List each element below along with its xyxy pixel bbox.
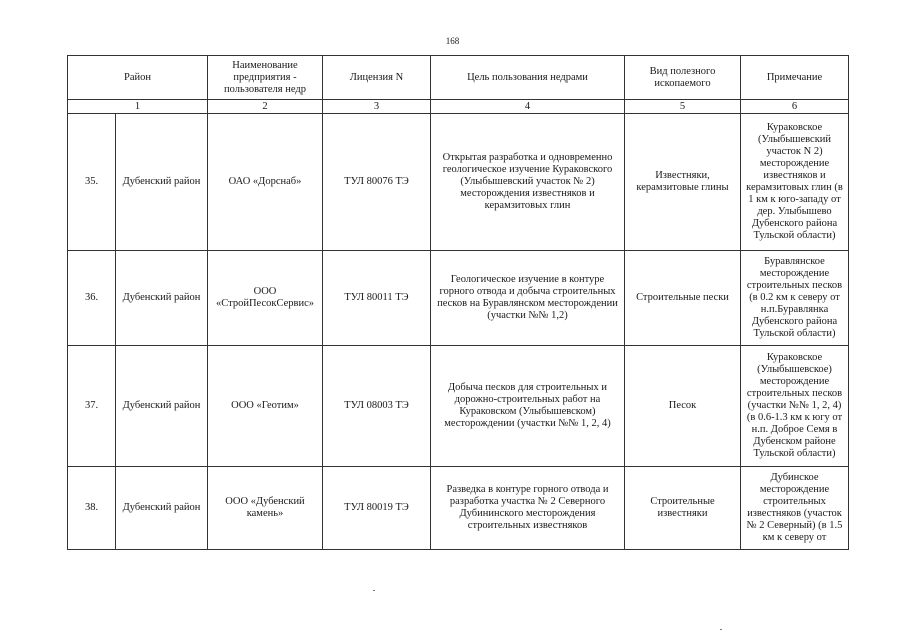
column-number: 6 — [741, 100, 849, 114]
header-note: Примечание — [741, 56, 849, 100]
purpose-cell: Геологическое изучение в контуре горного отвода и добыча строительных песков на Буравлянском месторождении (участки №№ 1,2) — [431, 251, 625, 346]
row-number: 37. — [68, 346, 116, 467]
license-cell: ТУЛ 80076 ТЭ — [323, 114, 431, 251]
table-row — [68, 467, 849, 550]
company-cell: ООО «Геотим» — [208, 346, 323, 467]
scan-speck — [720, 629, 722, 630]
header-purpose: Цель пользования недрами — [431, 56, 625, 100]
license-cell: ТУЛ 80011 ТЭ — [323, 251, 431, 346]
table-row — [68, 251, 849, 346]
mineral-cell: Известняки, керамзитовые глины — [625, 114, 741, 251]
company-cell: ОАО «Дорснаб» — [208, 114, 323, 251]
note-cell: Дубинское месторождение строительных известняков (участок № 2 Северный) (в 1.5 км к северу от — [741, 467, 849, 550]
row-number: 38. — [68, 467, 116, 550]
column-number: 4 — [431, 100, 625, 114]
mineral-cell: Песок — [625, 346, 741, 467]
subsoil-license-table — [67, 55, 849, 550]
table-row — [68, 114, 849, 251]
header-license: Лицензия N — [323, 56, 431, 100]
note-cell: Буравлянское месторождение строительных песков (в 0.2 км к северу от н.п.Буравлянка Дубенского района Тульской области) — [741, 251, 849, 346]
purpose-cell: Добыча песков для строительных и дорожно-строительных работ на Кураковском (Улыбышевском) месторождении (участки №№ 1, 2, 4) — [431, 346, 625, 467]
header-row — [68, 56, 849, 100]
district-cell: Дубенский район — [116, 114, 208, 251]
header-district: Район — [68, 56, 208, 100]
table-row — [68, 346, 849, 467]
company-cell: ООО «СтройПесокСервис» — [208, 251, 323, 346]
district-cell: Дубенский район — [116, 251, 208, 346]
district-cell: Дубенский район — [116, 346, 208, 467]
header-mineral: Вид полезного ископаемого — [625, 56, 741, 100]
mineral-cell: Строительные известняки — [625, 467, 741, 550]
license-cell: ТУЛ 80019 ТЭ — [323, 467, 431, 550]
column-number: 3 — [323, 100, 431, 114]
column-number: 5 — [625, 100, 741, 114]
note-cell: Кураковское (Улыбышевское) месторождение строительных песков (участки №№ 1, 2, 4) (в 0.6-1.3 км к югу от н.п. Доброе Семя в Дубенском районе Тульской области) — [741, 346, 849, 467]
company-cell: ООО «Дубенский камень» — [208, 467, 323, 550]
mineral-cell: Строительные пески — [625, 251, 741, 346]
column-number: 1 — [68, 100, 208, 114]
note-cell: Кураковское (Улыбышевский участок N 2) месторождение известняков и керамзитовых глин (в 1 км к юго-западу от дер. Улыбышево Дубенского района Тульской области) — [741, 114, 849, 251]
page-number: 168 — [445, 36, 460, 46]
district-cell: Дубенский район — [116, 467, 208, 550]
scan-speck — [373, 590, 375, 591]
row-number: 36. — [68, 251, 116, 346]
column-number-row — [68, 100, 849, 114]
purpose-cell: Открытая разработка и одновременно геологическое изучение Кураковского (Улыбышевский участок № 2) месторождения известняков и керамзитовых глин — [431, 114, 625, 251]
column-number: 2 — [208, 100, 323, 114]
purpose-cell: Разведка в контуре горного отвода и разработка участка № 2 Северного Дубининского месторождения строительных известняков — [431, 467, 625, 550]
license-cell: ТУЛ 08003 ТЭ — [323, 346, 431, 467]
header-company: Наименование предприятия - пользователя недр — [208, 56, 323, 100]
row-number: 35. — [68, 114, 116, 251]
